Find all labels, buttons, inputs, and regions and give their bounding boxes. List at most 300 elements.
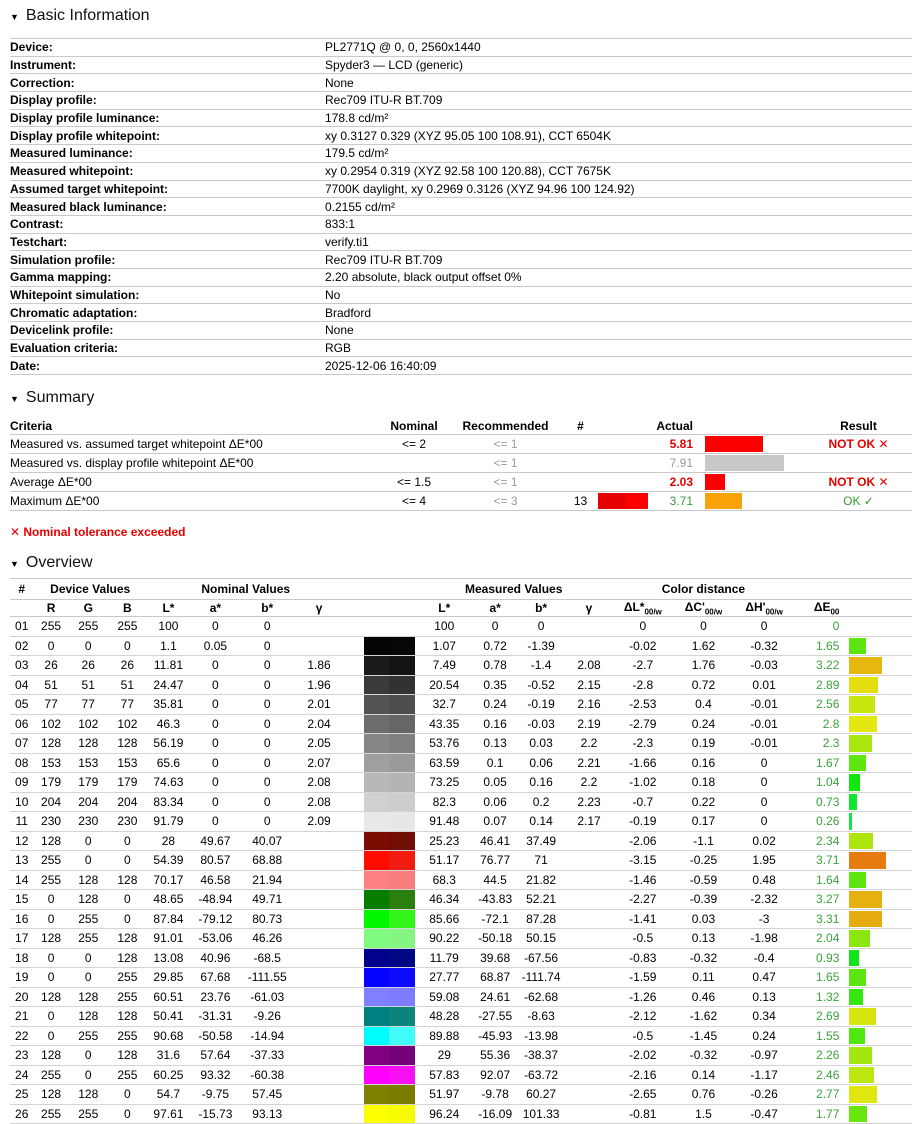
cell-measured-a: 24.61 — [480, 989, 511, 1004]
delta-e-bar — [849, 1086, 877, 1103]
cell-g: 255 — [78, 911, 99, 926]
cell-nominal-gamma: 2.08 — [307, 794, 331, 809]
cell-nominal-l: 56.19 — [153, 736, 184, 751]
collapse-triangle-icon: ▼ — [10, 559, 19, 570]
cell-measured-a: 39.68 — [480, 950, 511, 965]
cell-measured-a: 55.36 — [480, 1048, 511, 1063]
swatch-nominal — [364, 676, 389, 695]
info-value: 178.8 cd/m² — [325, 111, 389, 126]
overview-row — [10, 968, 912, 988]
cell-r: 153 — [41, 755, 62, 770]
delta-e-bar — [849, 813, 852, 830]
cell-index: 24 — [15, 1067, 29, 1082]
cell-nominal-b: 40.07 — [252, 833, 283, 848]
info-row — [10, 251, 912, 269]
col-measured-2: a* — [489, 601, 501, 616]
cell-nominal-l: 60.51 — [153, 989, 184, 1004]
cell-g: 255 — [78, 1106, 99, 1121]
cell-delta-c: -0.25 — [689, 853, 718, 868]
cell-delta-c: -0.39 — [689, 892, 718, 907]
recommended-cell: <= 1 — [493, 475, 518, 490]
cell-nominal-b: 0 — [263, 697, 271, 712]
swatch-measured — [389, 851, 414, 870]
color-swatch — [364, 676, 415, 695]
cell-nominal-a: 57.64 — [200, 1048, 231, 1063]
cell-index: 20 — [15, 989, 29, 1004]
cell-measured-b: -111.74 — [521, 970, 561, 985]
cell-index: 11 — [15, 814, 28, 829]
cell-measured-l: 57.83 — [429, 1067, 460, 1082]
basic-information-table — [10, 38, 912, 375]
delta-e-bar-cell — [849, 910, 912, 929]
cell-nominal-a: 0 — [212, 619, 219, 634]
summary-header-row — [10, 417, 912, 435]
col-result: Result — [840, 418, 877, 433]
cell-measured-b: 0.2 — [532, 794, 550, 809]
criteria-cell: Maximum ΔE*00 — [10, 494, 100, 509]
cell-delta-e: 2.46 — [816, 1067, 840, 1082]
cell-delta-l: -1.46 — [629, 872, 657, 887]
cell-nominal-b: 0 — [263, 638, 271, 653]
info-label: Instrument: — [10, 58, 76, 73]
cell-delta-c: 0.14 — [691, 1067, 716, 1082]
actual-cell: 5.81 — [669, 437, 693, 452]
cell-measured-l: 90.22 — [429, 931, 460, 946]
delta-e-bar — [849, 872, 865, 889]
swatch-measured — [389, 715, 414, 734]
swatch-nominal — [364, 871, 389, 890]
cell-delta-c: 0.4 — [695, 697, 712, 712]
delta-e-bar-cell — [849, 676, 912, 695]
cell-measured-l: 43.35 — [429, 716, 460, 731]
cell-nominal-a: 46.58 — [200, 872, 231, 887]
cell-delta-h: 0 — [760, 814, 768, 829]
cell-delta-h: 0.02 — [752, 833, 776, 848]
cell-nominal-a: 0 — [212, 658, 219, 673]
cell-r: 0 — [47, 638, 55, 653]
cell-measured-l: 7.49 — [432, 658, 456, 673]
cell-measured-l: 100 — [434, 619, 455, 634]
cell-measured-gamma: 2.08 — [577, 658, 601, 673]
color-swatch — [364, 1085, 415, 1104]
delta-e-bar-cell — [849, 637, 912, 656]
cell-delta-e: 3.22 — [816, 658, 840, 673]
cell-measured-b: -62.68 — [524, 989, 559, 1004]
cell-measured-a: 92.07 — [480, 1067, 511, 1082]
cell-nominal-l: 65.6 — [156, 755, 181, 770]
delta-e-bar-cell — [849, 715, 912, 734]
cell-index: 05 — [15, 697, 29, 712]
cell-delta-e: 3.31 — [816, 911, 840, 926]
cell-index: 06 — [15, 716, 29, 731]
cell-measured-a: 0.1 — [486, 755, 504, 770]
swatch-measured — [389, 617, 414, 636]
cell-nominal-a: -15.73 — [198, 1106, 233, 1121]
cell-delta-l: -0.83 — [629, 950, 657, 965]
cell-measured-gamma: 2.23 — [577, 794, 601, 809]
cell-delta-l: -0.7 — [632, 794, 654, 809]
cell-b: 102 — [117, 716, 138, 731]
cell-index: 23 — [15, 1048, 29, 1063]
info-label: Date: — [10, 358, 41, 373]
info-label: Simulation profile: — [10, 252, 116, 267]
swatch-nominal — [364, 1046, 389, 1065]
swatch-nominal — [364, 754, 389, 773]
cell-index: 07 — [15, 736, 29, 751]
cell-index: 16 — [15, 911, 29, 926]
cell-delta-c: -0.59 — [689, 872, 718, 887]
cell-b: 128 — [117, 1009, 138, 1024]
delta-e-bar-cell — [849, 988, 912, 1007]
color-swatch — [364, 1027, 415, 1046]
delta-e-bar — [849, 1008, 876, 1025]
cell-delta-c: 0.13 — [691, 931, 716, 946]
color-swatch — [364, 1007, 415, 1026]
cell-b: 204 — [117, 794, 138, 809]
criteria-cell: Average ΔE*00 — [10, 475, 92, 490]
info-value: 2.20 absolute, black output offset 0% — [325, 270, 522, 285]
cell-r: 128 — [41, 931, 62, 946]
cell-nominal-l: 60.25 — [153, 1067, 184, 1082]
swatch-measured — [389, 988, 414, 1007]
cell-measured-a: 0.35 — [483, 677, 507, 692]
collapse-triangle-icon: ▼ — [10, 12, 19, 22]
cell-measured-a: 0.05 — [483, 775, 507, 790]
cell-index: 14 — [15, 872, 29, 887]
swatch-measured — [389, 812, 414, 831]
cell-r: 102 — [41, 716, 62, 731]
delta-e-bar-cell — [849, 617, 912, 636]
overview-row — [10, 1007, 912, 1027]
swatch-nominal — [364, 890, 389, 909]
color-swatch — [364, 832, 415, 851]
cell-measured-a: 0.07 — [483, 814, 507, 829]
swatch-measured — [389, 695, 414, 714]
swatch-nominal — [364, 949, 389, 968]
overview-row — [10, 988, 912, 1008]
cell-nominal-b: -14.94 — [250, 1028, 285, 1043]
overview-row — [10, 617, 912, 637]
cell-r: 26 — [44, 658, 58, 673]
info-value: 2025-12-06 16:40:09 — [325, 358, 437, 373]
swatch-measured — [389, 832, 414, 851]
cell-delta-l: -2.79 — [629, 716, 657, 731]
nominal-cell: <= 4 — [401, 494, 427, 509]
cell-measured-gamma: 2.15 — [577, 677, 601, 692]
cell-measured-gamma: 2.2 — [580, 736, 598, 751]
group-device-values: Device Values — [50, 582, 131, 597]
cell-delta-l: -2.27 — [629, 892, 657, 907]
cell-index: 17 — [15, 931, 29, 946]
cell-delta-h: 0.47 — [752, 970, 776, 985]
info-value: RGB — [325, 341, 352, 356]
cell-g: 102 — [78, 716, 99, 731]
summary-row — [10, 492, 912, 511]
cell-delta-e: 2.34 — [816, 833, 840, 848]
cell-nominal-l: 91.79 — [153, 814, 184, 829]
swatch-nominal — [364, 851, 389, 870]
cell-g: 128 — [78, 872, 99, 887]
cell-index: 15 — [15, 892, 29, 907]
info-label: Gamma mapping: — [10, 270, 112, 285]
info-row — [10, 57, 912, 75]
color-swatch — [364, 851, 415, 870]
cell-delta-c: 0.46 — [691, 989, 716, 1004]
cell-nominal-b: 0 — [263, 658, 271, 673]
cell-nominal-b: 93.13 — [252, 1106, 283, 1121]
swatch-measured — [389, 656, 414, 675]
info-row — [10, 340, 912, 358]
recommended-cell: <= 1 — [493, 456, 518, 471]
cell-g: 255 — [78, 931, 99, 946]
cell-b: 128 — [117, 931, 138, 946]
color-swatch — [364, 715, 415, 734]
cell-measured-b: -0.52 — [527, 677, 555, 692]
cell-measured-l: 27.77 — [429, 970, 460, 985]
cell-delta-e: 1.04 — [816, 775, 840, 790]
info-value: 179.5 cd/m² — [325, 146, 389, 161]
cell-measured-l: 89.88 — [429, 1028, 460, 1043]
delta-e-bar-cell — [849, 656, 912, 675]
cell-r: 230 — [41, 814, 62, 829]
overview-row — [10, 695, 912, 715]
cell-delta-h: -0.01 — [750, 716, 778, 731]
section-basic-information[interactable] — [10, 0, 922, 25]
cell-nominal-l: 90.68 — [153, 1028, 184, 1043]
cell-r: 0 — [47, 970, 55, 985]
cell-delta-l: -0.81 — [629, 1106, 657, 1121]
result-cell: NOT OK ✕ — [828, 437, 889, 452]
cell-delta-c: 0.03 — [691, 911, 716, 926]
overview-row — [10, 715, 912, 735]
info-row — [10, 127, 912, 145]
cell-delta-l: -1.26 — [629, 989, 657, 1004]
delta-e-bar-cell — [849, 929, 912, 948]
swatch-measured — [389, 773, 414, 792]
delta-e-bar-cell — [849, 754, 912, 773]
info-row — [10, 92, 912, 110]
info-value: 7700K daylight, xy 0.2969 0.3126 (XYZ 94.96 100 124.92) — [325, 181, 635, 196]
cell-nominal-l: 50.41 — [153, 1009, 184, 1024]
recommended-cell: <= 1 — [493, 437, 518, 452]
cell-delta-l: -2.16 — [629, 1067, 657, 1082]
col-nominal-1: L* — [162, 601, 175, 616]
info-row — [10, 234, 912, 252]
cell-nominal-b: 68.88 — [252, 853, 283, 868]
cell-delta-h: -1.17 — [750, 1067, 778, 1082]
swatch-measured — [389, 949, 414, 968]
cell-nominal-a: -50.58 — [198, 1028, 233, 1043]
info-value: xy 0.2954 0.319 (XYZ 92.58 100 120.88), CCT 7675K — [325, 164, 611, 179]
cell-index: 12 — [15, 833, 29, 848]
cell-nominal-l: 1.1 — [160, 638, 177, 653]
swatch-nominal — [364, 988, 389, 1007]
cell-delta-l: -0.5 — [632, 1028, 654, 1043]
cell-r: 0 — [47, 892, 55, 907]
cell-g: 128 — [78, 736, 99, 751]
cell-delta-h: 0 — [760, 619, 768, 634]
info-row — [10, 287, 912, 305]
cell-measured-a: 0.72 — [483, 638, 507, 653]
swatch-nominal — [364, 812, 389, 831]
cell-delta-l: -2.02 — [629, 1048, 657, 1063]
cell-measured-a: 0.24 — [483, 697, 507, 712]
cell-delta-h: -0.32 — [750, 638, 778, 653]
delta-e-bar — [849, 950, 858, 967]
cell-measured-a: -72.1 — [481, 911, 509, 926]
swatch-measured — [389, 637, 414, 656]
col-measured-4: γ — [585, 601, 593, 616]
swatch-measured — [389, 968, 414, 987]
swatch-measured — [389, 1105, 414, 1124]
cell-nominal-b: -9.26 — [253, 1009, 281, 1024]
color-swatch — [364, 637, 415, 656]
group-index: # — [18, 582, 26, 597]
cell-delta-e: 2.77 — [816, 1087, 840, 1102]
color-swatch — [364, 754, 415, 773]
cell-delta-c: 1.76 — [691, 658, 716, 673]
overview-row — [10, 1085, 912, 1105]
delta-e-bar — [849, 911, 882, 928]
col-recommended: Recommended — [462, 418, 549, 433]
cell-nominal-b: 0 — [263, 814, 271, 829]
cell-delta-c: 0.11 — [692, 970, 715, 985]
cell-b: 153 — [117, 755, 138, 770]
delta-e-bar-cell — [849, 793, 912, 812]
cell-measured-a: 76.77 — [480, 853, 511, 868]
cell-measured-l: 59.08 — [429, 989, 460, 1004]
cell-measured-b: 50.15 — [526, 931, 557, 946]
cell-g: 179 — [78, 775, 99, 790]
cell-delta-e: 0 — [832, 619, 840, 634]
cell-g: 0 — [84, 970, 92, 985]
info-value: Spyder3 — LCD (generic) — [325, 58, 464, 73]
cell-measured-l: 53.76 — [429, 736, 460, 751]
color-swatch — [364, 1066, 415, 1085]
info-value: Rec709 ITU-R BT.709 — [325, 252, 443, 267]
col-nominal: Nominal — [390, 418, 438, 433]
cell-nominal-l: 70.17 — [153, 872, 184, 887]
cell-measured-b: 101.33 — [522, 1106, 560, 1121]
cell-nominal-a: 0 — [212, 794, 219, 809]
overview-row — [10, 910, 912, 930]
cell-delta-e: 2.26 — [816, 1048, 840, 1063]
cell-r: 0 — [47, 1009, 55, 1024]
cell-nominal-gamma: 2.05 — [307, 736, 331, 751]
cell-nominal-l: 24.47 — [153, 677, 184, 692]
overview-row — [10, 871, 912, 891]
cell-g: 204 — [78, 794, 99, 809]
cell-b: 128 — [117, 1048, 138, 1063]
cell-measured-b: -38.37 — [524, 1048, 559, 1063]
color-swatch — [364, 871, 415, 890]
overview-row — [10, 851, 912, 871]
cell-delta-c: -1.1 — [693, 833, 714, 848]
swatch-nominal — [364, 929, 389, 948]
cell-delta-l: -2.3 — [632, 736, 654, 751]
cell-g: 230 — [78, 814, 99, 829]
cell-index: 25 — [15, 1087, 29, 1102]
swatch-nominal — [364, 715, 389, 734]
cell-nominal-a: 23.76 — [200, 989, 231, 1004]
cell-delta-h: 0 — [760, 775, 768, 790]
cell-r: 0 — [47, 950, 55, 965]
col-criteria: Criteria — [10, 418, 53, 433]
cell-nominal-l: 54.7 — [156, 1087, 181, 1102]
cell-delta-l: -1.66 — [629, 755, 657, 770]
delta-e-bar-cell — [849, 832, 912, 851]
color-swatch — [364, 988, 415, 1007]
cell-nominal-a: 0 — [212, 755, 219, 770]
section-summary[interactable] — [10, 375, 922, 407]
cell-nominal-a: 49.67 — [200, 833, 231, 848]
cell-g: 255 — [78, 619, 99, 634]
cell-delta-e: 2.8 — [822, 716, 840, 731]
cell-nominal-gamma: 2.08 — [307, 775, 331, 790]
collapse-triangle-icon: ▼ — [10, 394, 19, 405]
cell-delta-l: -1.59 — [629, 970, 657, 985]
color-swatch — [364, 1105, 415, 1124]
cell-nominal-b: 21.94 — [252, 872, 283, 887]
delta-e-bar — [849, 1106, 867, 1123]
cell-delta-e: 2.69 — [816, 1009, 840, 1024]
delta-e-bar-cell — [849, 949, 912, 968]
cell-r: 128 — [41, 989, 62, 1004]
result-cell: OK ✓ — [843, 494, 874, 509]
cell-nominal-b: 0 — [263, 677, 271, 692]
color-swatch — [364, 793, 415, 812]
info-row — [10, 181, 912, 199]
cell-b: 128 — [117, 872, 138, 887]
cell-measured-b: -13.98 — [524, 1028, 559, 1043]
swatch-measured — [389, 1007, 414, 1026]
info-value: xy 0.3127 0.329 (XYZ 95.05 100 108.91), CCT 6504K — [325, 128, 611, 143]
cell-measured-l: 82.3 — [432, 794, 456, 809]
cell-delta-c: 0.16 — [691, 755, 716, 770]
color-swatch — [364, 656, 415, 675]
delta-e-bar-cell — [849, 773, 912, 792]
cell-measured-a: 0.06 — [483, 794, 507, 809]
cell-measured-l: 51.17 — [429, 853, 460, 868]
cell-delta-e: 3.27 — [816, 892, 840, 907]
info-row — [10, 216, 912, 234]
info-label: Display profile: — [10, 93, 97, 108]
swatch-measured — [389, 871, 414, 890]
overview-row — [10, 929, 912, 949]
cell-index: 13 — [15, 853, 29, 868]
actual-bar-cell — [705, 473, 805, 491]
cell-nominal-a: -9.75 — [201, 1087, 230, 1102]
cell-measured-l: 29 — [437, 1048, 451, 1063]
cell-g: 0 — [84, 1067, 92, 1082]
info-row — [10, 269, 912, 287]
cell-delta-c: -0.32 — [689, 1048, 718, 1063]
cell-measured-l: 25.23 — [429, 833, 460, 848]
section-overview[interactable] — [10, 540, 922, 572]
info-label: Evaluation criteria: — [10, 341, 119, 356]
overview-row — [10, 1105, 912, 1124]
cell-measured-l: 73.25 — [429, 775, 460, 790]
section-title: Summary — [25, 389, 95, 407]
cell-g: 26 — [81, 658, 95, 673]
info-label: Devicelink profile: — [10, 323, 114, 338]
cell-nominal-b: 0 — [263, 794, 271, 809]
cell-delta-h: 0.48 — [752, 872, 776, 887]
overview-row — [10, 1046, 912, 1066]
actual-bar-cell — [705, 492, 805, 510]
cell-measured-b: -63.72 — [524, 1067, 559, 1082]
actual-cell: 7.91 — [669, 456, 693, 471]
